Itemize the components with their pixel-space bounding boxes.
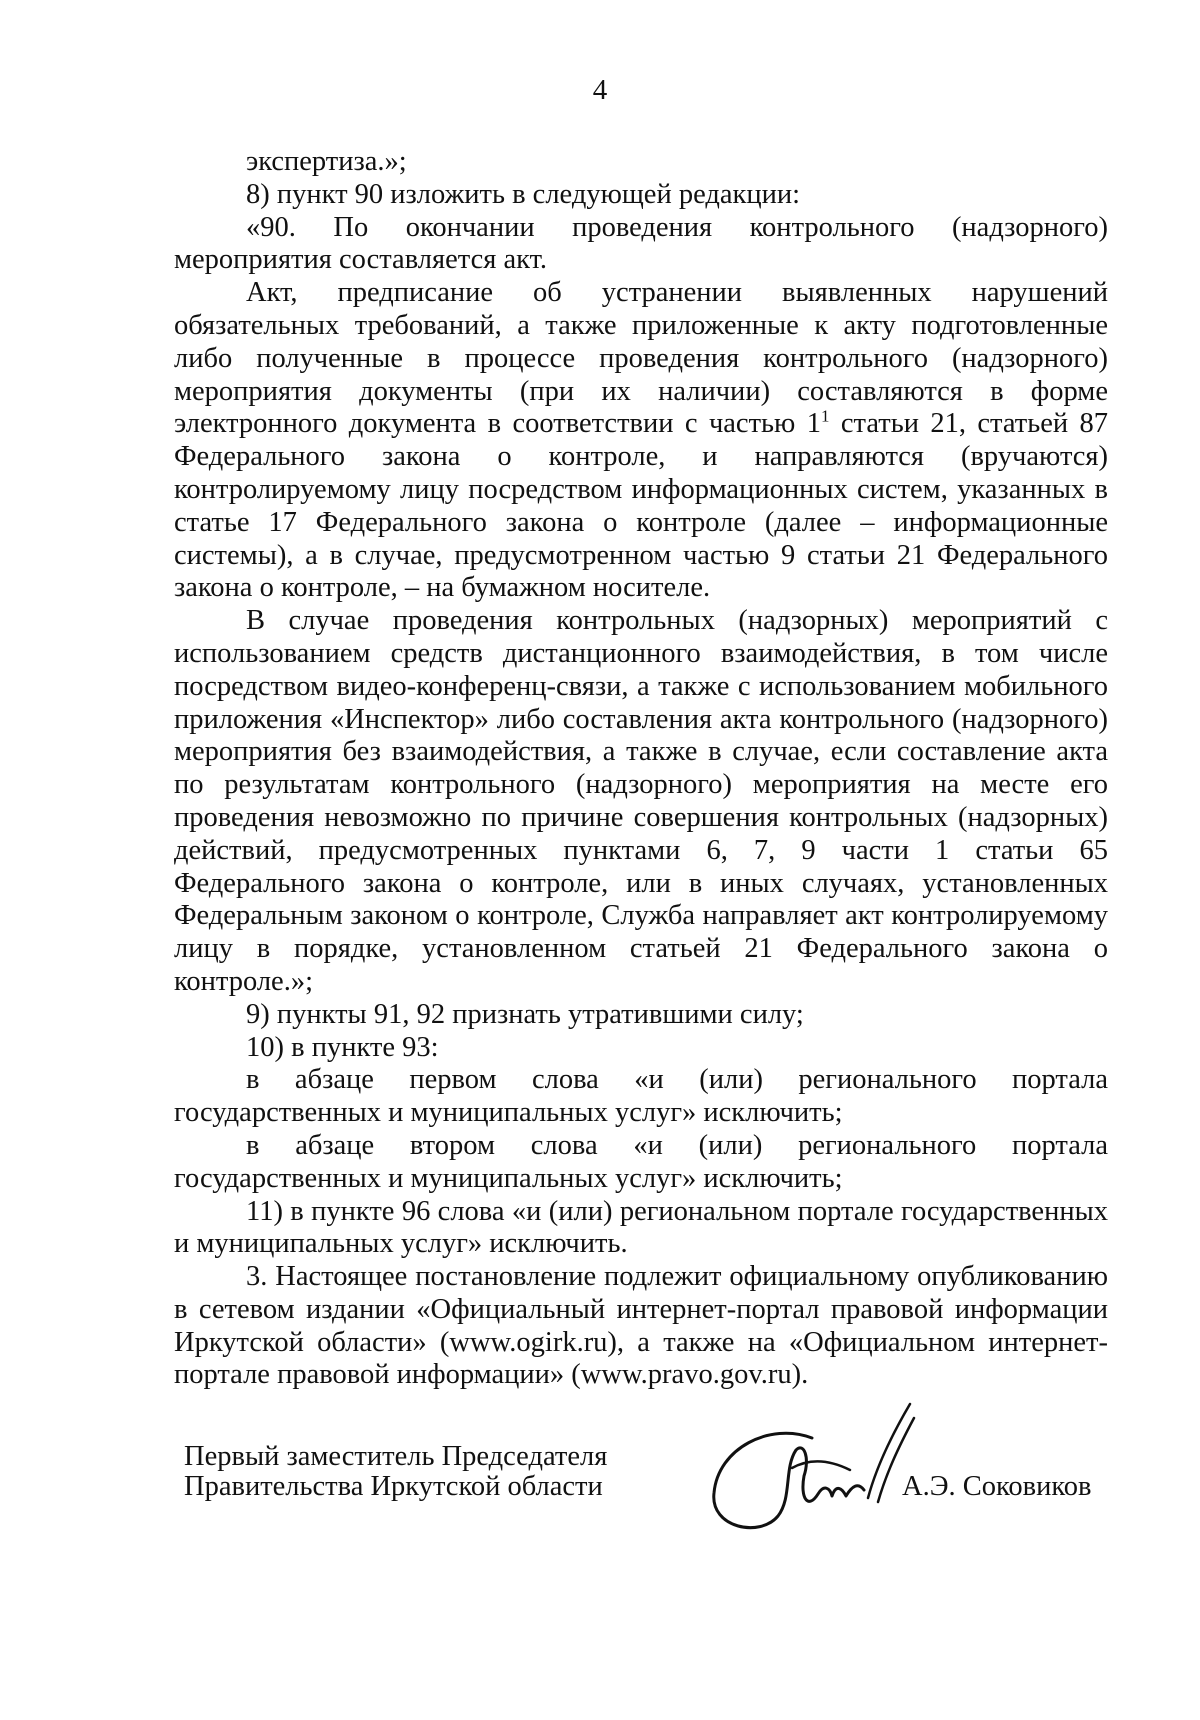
signer-position: [184, 1442, 607, 1502]
paragraph-act-text-end: статьи 21, статьей 87 Федерального закона о контроле, и направляются (вручаются) контролируемому лицу посредством информационных систем, указанных в статье 17 Федерального закона о контроле (далее – информационные системы), а в случае, предусмотренном частью 9 статьи 21 Федерального закона о контроле, – на бумажном носителе.: [174, 408, 1108, 604]
signer-position-line2: Правительства Иркутской области: [184, 1471, 603, 1502]
paragraph-item-9: 9) пункты 91, 92 признать утратившими силу;: [246, 998, 804, 1030]
signer-position-line1: Первый заместитель Председателя: [184, 1441, 608, 1472]
signer-name: А.Э. Соковиков: [902, 1471, 1092, 1502]
paragraph-publication: 3. Настоящее постановление подлежит официальному опубликованию в сетевом издании «Официальный интернет-портал правовой информации Иркутской области» (www.ogirk.ru), а также на «Официальном интернет-портале правовой информации» (www.pravo.gov.ru).: [174, 1261, 1108, 1391]
paragraph-remote-interaction: В случае проведения контрольных (надзорных) мероприятий с использованием средств дистанционного взаимодействия, в том числе посредством видео-конференц-связи, а также с использованием мобильного приложения «Инспектор» либо составления акта контрольного (надзорного) мероприятия без взаимодействия, а также в случае, если составление акта по результатам контрольного (надзорного) мероприятия на месте его проведения невозможно по причине совершения контрольных (надзорных) действий, предусмотренных пунктами 6, 7, 9 части 1 статьи 65 Федерального закона о контроле, или в иных случаях, установленных Федеральным законом о контроле, Служба направляет акт контролируемому лицу в порядке, установленном статьей 21 Федерального закона о контроле.»;: [174, 605, 1108, 997]
paragraph-expertise-end: экспертиза.»;: [246, 146, 407, 177]
page-number: 4: [592, 74, 608, 106]
paragraph-act: [174, 277, 1108, 605]
document-body: [174, 146, 1108, 1392]
paragraph-item-11: 11) в пункте 96 слова «и (или) региональном портале государственных и муниципальных услуг» исключить.: [174, 1195, 1108, 1260]
paragraph-act-text-start: Акт, предписание об устранении выявленных нарушений обязательных требований, а также приложенные к акту подготовленные либо полученные в процессе проведения контрольного (надзорного) мероприятия документы (при их наличии) составляются в форме электронного документа в соответствии с частью 1: [174, 277, 1108, 440]
paragraph-item-10-second: в абзаце втором слова «и (или) регионального портала государственных и муниципальных услуг» исключить;: [174, 1129, 1108, 1194]
paragraph-point-90: «90. По окончании проведения контрольного (надзорного) мероприятия составляется акт.: [174, 211, 1108, 276]
handwritten-signature: [700, 1398, 930, 1548]
paragraph-item-8: 8) пункт 90 изложить в следующей редакции:: [246, 178, 801, 210]
paragraph-item-10: 10) в пункте 93:: [246, 1031, 439, 1063]
paragraph-item-10-first: в абзаце первом слова «и (или) регионального портала государственных и муниципальных услуг» исключить;: [174, 1064, 1108, 1129]
superscript-part-number: 1: [820, 406, 830, 426]
